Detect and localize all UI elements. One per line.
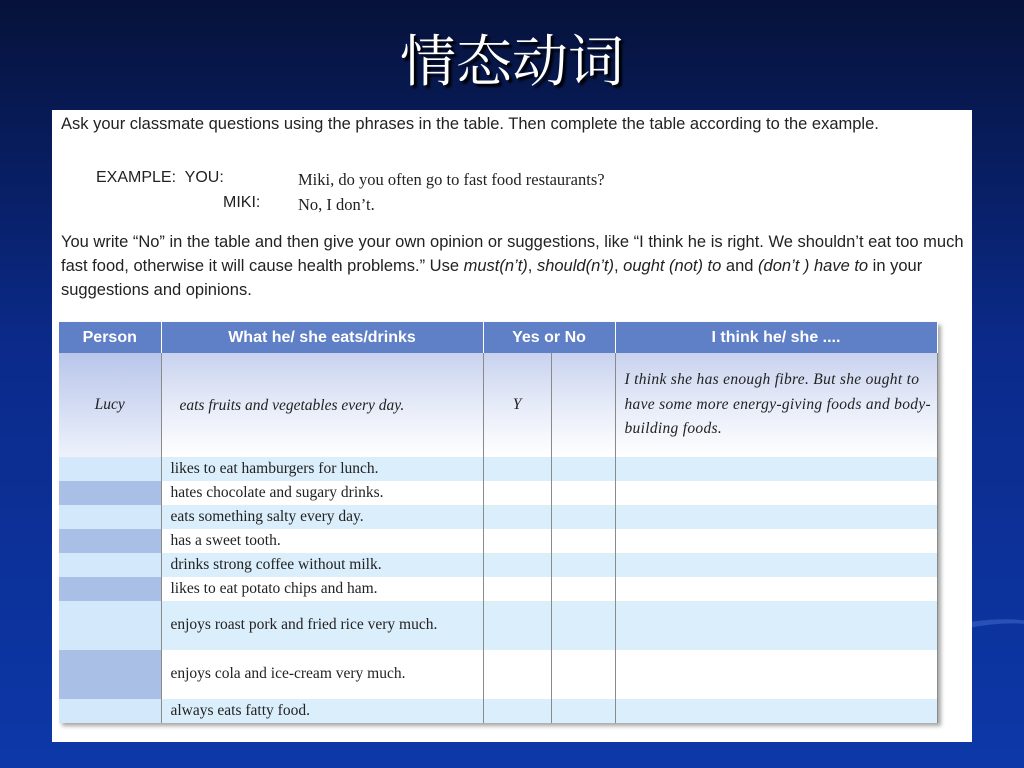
note-text-1: You write “No” in the table and then give your own opinion or suggestions, like “I think he is right. We shouldn’t eat too much fast food, otherwise it will cause health problems.” Use xyxy=(61,233,964,275)
example-miki-text: No, I don’t. xyxy=(298,195,375,214)
person-cell[interactable] xyxy=(59,601,161,650)
table-row xyxy=(59,699,937,723)
no-cell[interactable] xyxy=(551,529,615,553)
person-cell[interactable] xyxy=(59,699,161,723)
exercise-panel xyxy=(52,110,972,742)
no-cell[interactable] xyxy=(551,481,615,505)
opinion-cell[interactable] xyxy=(615,505,937,529)
person-cell[interactable] xyxy=(59,650,161,699)
example-miki-label: MIKI: xyxy=(223,194,261,211)
person-cell[interactable] xyxy=(59,553,161,577)
no-cell[interactable] xyxy=(551,650,615,699)
example-you-line xyxy=(96,169,224,187)
opinion-cell[interactable] xyxy=(615,457,937,481)
header-person: Person xyxy=(59,322,161,353)
no-cell[interactable] xyxy=(551,699,615,723)
what-cell: always eats fatty food. xyxy=(161,699,483,723)
what-cell: has a sweet tooth. xyxy=(161,529,483,553)
opinion-cell[interactable] xyxy=(615,481,937,505)
table-row xyxy=(59,529,937,553)
person-cell[interactable] xyxy=(59,577,161,601)
note-have: (don’t ) have to xyxy=(758,257,869,275)
table-row xyxy=(59,553,937,577)
note-and: and xyxy=(721,257,759,275)
example-table-row xyxy=(59,353,937,457)
yes-cell[interactable] xyxy=(483,505,551,529)
table-row xyxy=(59,577,937,601)
what-cell: enjoys cola and ice-cream very much. xyxy=(161,650,483,699)
survey-table xyxy=(59,322,938,723)
person-cell: Lucy xyxy=(59,353,161,457)
no-cell[interactable] xyxy=(551,553,615,577)
note-must: must(n’t) xyxy=(463,257,528,275)
note-should: should(n’t) xyxy=(536,257,614,275)
example-label: EXAMPLE: xyxy=(96,169,177,186)
opinion-cell[interactable] xyxy=(615,553,937,577)
opinion-instructions xyxy=(61,230,966,302)
note-sep-2: , xyxy=(614,257,624,275)
opinion-cell[interactable] xyxy=(615,699,937,723)
yes-cell[interactable] xyxy=(483,577,551,601)
example-you-text: Miki, do you often go to fast food restaurants? xyxy=(298,170,605,189)
what-cell: eats something salty every day. xyxy=(161,505,483,529)
opinion-cell[interactable] xyxy=(615,650,937,699)
no-cell[interactable] xyxy=(551,577,615,601)
what-cell: likes to eat potato chips and ham. xyxy=(161,577,483,601)
slide-title: 情态动词 xyxy=(400,30,624,95)
note-sep-1: , xyxy=(527,257,537,275)
what-cell: enjoys roast pork and fried rice very much. xyxy=(161,601,483,650)
yes-cell: Y xyxy=(483,353,551,457)
no-cell[interactable] xyxy=(551,353,615,457)
what-cell: likes to eat hamburgers for lunch. xyxy=(161,457,483,481)
table-row xyxy=(59,650,937,699)
opinion-cell[interactable] xyxy=(615,529,937,553)
example-you-label: YOU: xyxy=(184,169,224,186)
person-cell[interactable] xyxy=(59,457,161,481)
yes-cell[interactable] xyxy=(483,699,551,723)
person-cell[interactable] xyxy=(59,529,161,553)
what-cell: eats fruits and vegetables every day. xyxy=(161,353,483,457)
header-what: What he/ she eats/drinks xyxy=(161,322,483,353)
yes-cell[interactable] xyxy=(483,481,551,505)
opinion-cell[interactable] xyxy=(615,577,937,601)
header-yes-no: Yes or No xyxy=(483,322,615,353)
yes-cell[interactable] xyxy=(483,601,551,650)
yes-cell[interactable] xyxy=(483,553,551,577)
opinion-cell: I think she has enough fibre. But she ought to have some more energy-giving foods and body-building foods. xyxy=(615,353,937,457)
what-cell: hates chocolate and sugary drinks. xyxy=(161,481,483,505)
table-row xyxy=(59,457,937,481)
note-ought: ought (not) to xyxy=(623,257,722,275)
instructions-text: Ask your classmate questions using the phrases in the table. Then complete the table according to the example. xyxy=(61,115,879,133)
no-cell[interactable] xyxy=(551,505,615,529)
no-cell[interactable] xyxy=(551,457,615,481)
table-header-row xyxy=(59,322,937,353)
note-text-2: in your suggestions and opinions. xyxy=(61,257,923,299)
table-row xyxy=(59,601,937,650)
no-cell[interactable] xyxy=(551,601,615,650)
person-cell[interactable] xyxy=(59,481,161,505)
opinion-cell[interactable] xyxy=(615,601,937,650)
table-row xyxy=(59,481,937,505)
person-cell[interactable] xyxy=(59,505,161,529)
yes-cell[interactable] xyxy=(483,650,551,699)
table-row xyxy=(59,505,937,529)
yes-cell[interactable] xyxy=(483,529,551,553)
header-opinion: I think he/ she .... xyxy=(615,322,937,353)
yes-cell[interactable] xyxy=(483,457,551,481)
what-cell: drinks strong coffee without milk. xyxy=(161,553,483,577)
